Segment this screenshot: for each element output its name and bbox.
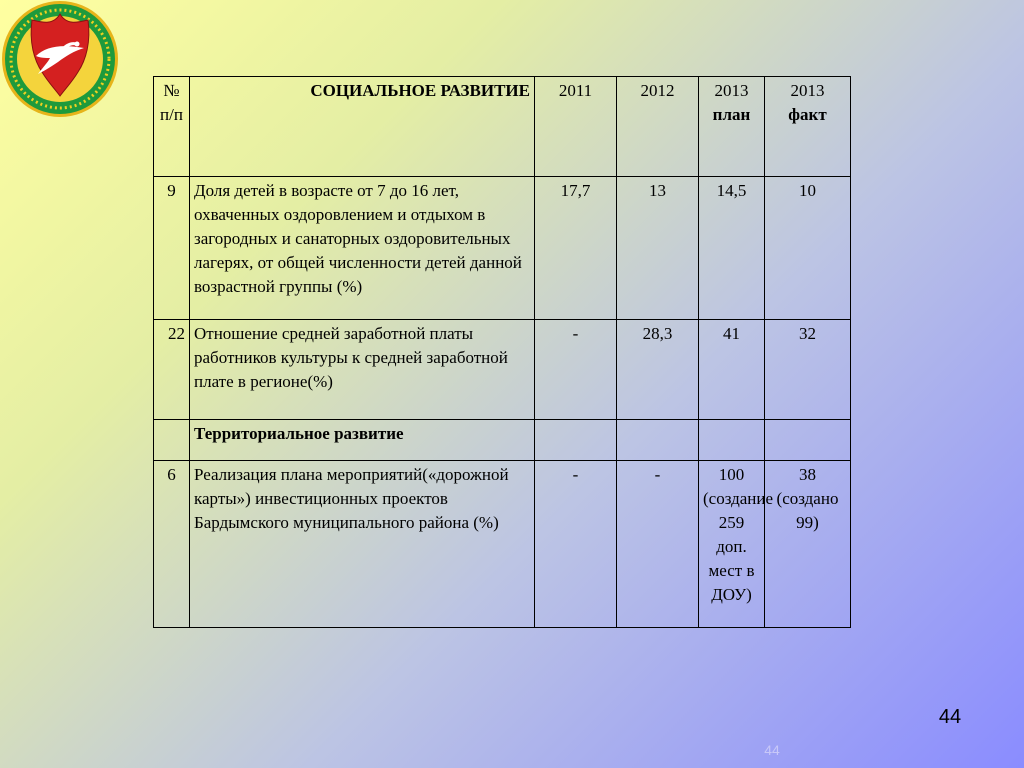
- header-2013-plan-cell: [699, 77, 765, 177]
- section-title-territorial: Территориальное развитие: [190, 420, 535, 461]
- row-value-2011: 17,7: [535, 177, 617, 320]
- row-value-2011: -: [535, 461, 617, 628]
- row-value-2013-plan: 41: [699, 320, 765, 420]
- header-2013-plan-year: 2013: [714, 81, 749, 100]
- header-year-2011: 2011: [535, 77, 617, 177]
- row-value-2012: 28,3: [617, 320, 699, 420]
- indicators-table: [153, 76, 851, 628]
- footer-slide-number: 44: [764, 742, 780, 758]
- empty-cell: [617, 420, 699, 461]
- row-number: 6: [154, 461, 190, 628]
- header-number-cell: [154, 77, 190, 177]
- table-row: [154, 177, 851, 320]
- header-year-2012: 2012: [617, 77, 699, 177]
- header-2013-fact-label: факт: [788, 105, 827, 124]
- header-row: [154, 77, 851, 177]
- row-value-2013-fact: 32: [765, 320, 851, 420]
- row-description: Отношение средней заработной платы работников культуры к средней заработной плате в регионе(%): [190, 320, 535, 420]
- row-description: Доля детей в возрасте от 7 до 16 лет, охваченных оздоровлением и отдыхом в загородных и санаторных оздоровительных лагерях, от общей численности детей данной возрастной группы (%): [190, 177, 535, 320]
- row-value-2013-plan: 100 (создание 259 доп. мест в ДОУ): [699, 461, 765, 628]
- row-description: Реализация плана мероприятий(«дорожной карты») инвестиционных проектов Бардымского муниципального района (%): [190, 461, 535, 628]
- row-value-2013-fact: 10: [765, 177, 851, 320]
- municipal-emblem: [0, 0, 120, 118]
- row-value-2012: 13: [617, 177, 699, 320]
- empty-cell: [154, 420, 190, 461]
- row-value-2013-plan: 14,5: [699, 177, 765, 320]
- row-number: 22: [154, 320, 190, 420]
- header-2013-fact-cell: [765, 77, 851, 177]
- row-value-2012: -: [617, 461, 699, 628]
- header-number-symbol: №: [163, 81, 180, 100]
- header-2013-plan-label: план: [712, 105, 751, 124]
- header-2013-fact-year: 2013: [790, 81, 825, 100]
- empty-cell: [765, 420, 851, 461]
- row-number: 9: [154, 177, 190, 320]
- table-row: [154, 320, 851, 420]
- empty-cell: [699, 420, 765, 461]
- section-row-territorial: [154, 420, 851, 461]
- header-number-abbrev: п/п: [160, 105, 183, 124]
- table-row: [154, 461, 851, 628]
- row-value-2011: -: [535, 320, 617, 420]
- empty-cell: [535, 420, 617, 461]
- header-section-title: СОЦИАЛЬНОЕ РАЗВИТИЕ: [190, 77, 535, 177]
- row-value-2013-fact: 38 (создано 99): [765, 461, 851, 628]
- slide-number: 44: [938, 706, 962, 728]
